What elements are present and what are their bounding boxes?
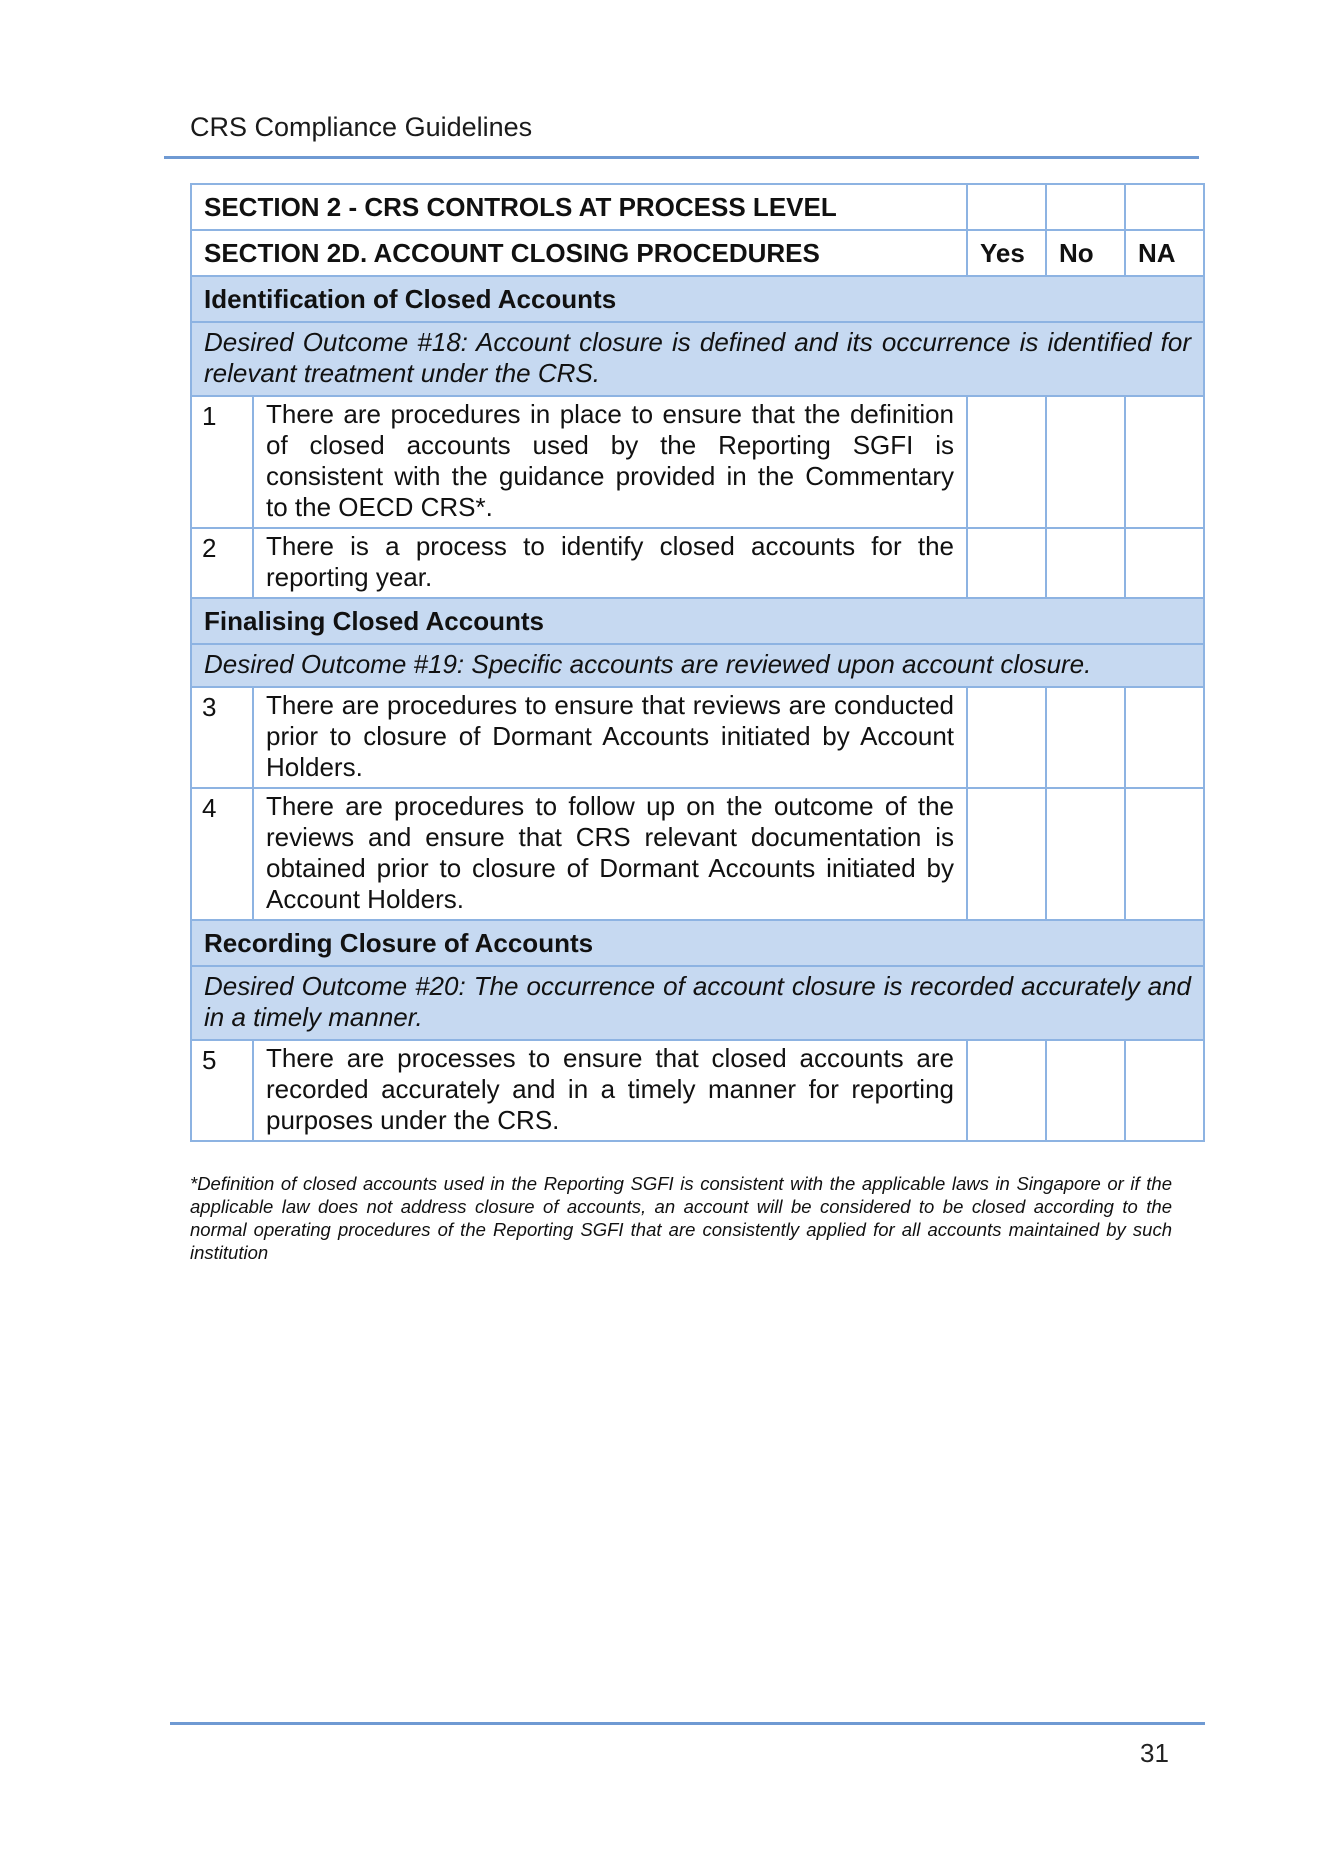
desired-outcome-row xyxy=(191,644,1204,687)
page-number: 31 xyxy=(1140,1738,1169,1768)
item-number: 5 xyxy=(191,1040,253,1141)
checklist-item-row xyxy=(191,528,1204,598)
group-heading-row xyxy=(191,276,1204,322)
answer-cell-na[interactable] xyxy=(1125,788,1204,920)
answer-cell-yes[interactable] xyxy=(967,1040,1046,1141)
answer-cell-no[interactable] xyxy=(1046,687,1125,788)
answer-cell-na[interactable] xyxy=(1125,528,1204,598)
answer-cell-no[interactable] xyxy=(1046,396,1125,528)
checklist-item-row xyxy=(191,1040,1204,1141)
group-heading: Identification of Closed Accounts xyxy=(191,276,1204,322)
desired-outcome-row xyxy=(191,322,1204,396)
answer-header-no: No xyxy=(1046,230,1125,276)
answer-cell-empty xyxy=(1125,184,1204,230)
answer-cell-no[interactable] xyxy=(1046,788,1125,920)
footnote: *Definition of closed accounts used in the Reporting SGFI is consistent with the applicable laws in Singapore or if the applicable law does not address closure of accounts, an account will be considered to be closed according to the normal operating procedures of the Reporting SGFI that are consistently applied for all accounts maintained by such institution xyxy=(190,1173,1172,1263)
group-heading-row xyxy=(191,598,1204,644)
subsection-title: SECTION 2D. ACCOUNT CLOSING PROCEDURES xyxy=(191,230,967,276)
desired-outcome: Desired Outcome #18: Account closure is defined and its occurrence is identified for relevant treatment under the CRS. xyxy=(191,322,1204,396)
desired-outcome: Desired Outcome #19: Specific accounts are reviewed upon account closure. xyxy=(191,644,1204,687)
answer-cell-na[interactable] xyxy=(1125,1040,1204,1141)
desired-outcome: Desired Outcome #20: The occurrence of account closure is recorded accurately and in a timely manner. xyxy=(191,966,1204,1040)
answer-cell-na[interactable] xyxy=(1125,687,1204,788)
item-number: 3 xyxy=(191,687,253,788)
item-text: There are processes to ensure that closed accounts are recorded accurately and in a timely manner for reporting purposes under the CRS. xyxy=(253,1040,967,1141)
checklist-item-row xyxy=(191,788,1204,920)
group-heading: Finalising Closed Accounts xyxy=(191,598,1204,644)
item-text: There is a process to identify closed accounts for the reporting year. xyxy=(253,528,967,598)
desired-outcome-row xyxy=(191,966,1204,1040)
answer-header-yes: Yes xyxy=(967,230,1046,276)
checklist-item-row xyxy=(191,396,1204,528)
answer-header-na: NA xyxy=(1125,230,1204,276)
answer-cell-no[interactable] xyxy=(1046,528,1125,598)
answer-cell-empty xyxy=(967,184,1046,230)
answer-cell-no[interactable] xyxy=(1046,1040,1125,1141)
item-text: There are procedures in place to ensure that the definition of closed accounts used by the Reporting SGFI is consistent with the guidance provided in the Commentary to the OECD CRS*. xyxy=(253,396,967,528)
footer-divider xyxy=(170,1722,1205,1725)
answer-cell-na[interactable] xyxy=(1125,396,1204,528)
compliance-checklist-table xyxy=(190,183,1205,1142)
answer-cell-empty xyxy=(1046,184,1125,230)
answer-cell-yes[interactable] xyxy=(967,687,1046,788)
group-heading: Recording Closure of Accounts xyxy=(191,920,1204,966)
answer-cell-yes[interactable] xyxy=(967,788,1046,920)
item-number: 4 xyxy=(191,788,253,920)
answer-cell-yes[interactable] xyxy=(967,528,1046,598)
header-divider xyxy=(164,156,1199,159)
section-title: SECTION 2 - CRS CONTROLS AT PROCESS LEVEL xyxy=(191,184,967,230)
item-text: There are procedures to ensure that reviews are conducted prior to closure of Dormant Accounts initiated by Account Holders. xyxy=(253,687,967,788)
section-title-row xyxy=(191,184,1204,230)
subsection-title-row xyxy=(191,230,1204,276)
item-number: 1 xyxy=(191,396,253,528)
group-heading-row xyxy=(191,920,1204,966)
item-text: There are procedures to follow up on the outcome of the reviews and ensure that CRS relevant documentation is obtained prior to closure of Dormant Accounts initiated by Account Holders. xyxy=(253,788,967,920)
page-header-title: CRS Compliance Guidelines xyxy=(190,112,533,142)
item-number: 2 xyxy=(191,528,253,598)
checklist-item-row xyxy=(191,687,1204,788)
answer-cell-yes[interactable] xyxy=(967,396,1046,528)
